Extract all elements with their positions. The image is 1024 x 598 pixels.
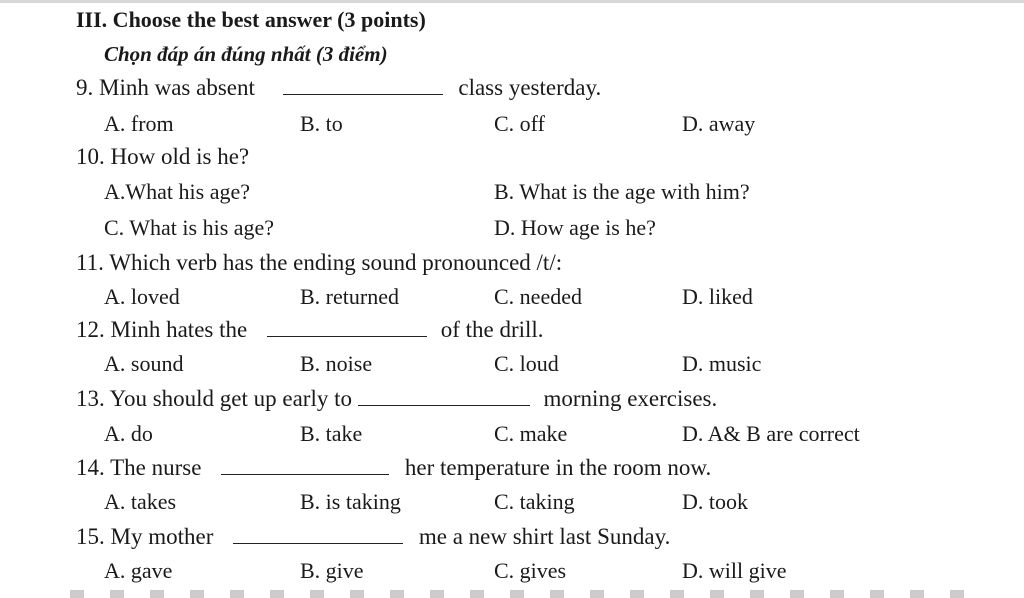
- option-9d: D. away: [682, 111, 756, 136]
- option-13d: D. A& B are correct: [682, 421, 860, 446]
- option-10c: C. What is his age?: [104, 215, 275, 240]
- answer-blank: [221, 460, 389, 475]
- question-stem: 14. The nurse: [76, 455, 202, 480]
- option-13c: C. make: [494, 421, 568, 446]
- option-9b: B. to: [300, 111, 343, 136]
- option-14a: A. takes: [104, 489, 177, 514]
- question-stem: 9. Minh was absent: [76, 75, 255, 100]
- question-stem: 12. Minh hates the: [76, 317, 248, 342]
- option-12b: B. noise: [300, 351, 373, 376]
- cut-off-text-line: [70, 590, 970, 598]
- option-11d: D. liked: [682, 284, 753, 309]
- option-12c: C. loud: [494, 351, 559, 376]
- section-subtitle: Chọn đáp án đúng nhất (3 điểm): [104, 42, 388, 66]
- option-15c: C. gives: [494, 558, 567, 583]
- question-14: [76, 454, 711, 482]
- option-11a: A. loved: [104, 284, 180, 309]
- option-13a: A. do: [104, 421, 153, 446]
- question-stem-end: morning exercises.: [543, 386, 718, 411]
- question-stem: 11. Which verb has the ending sound pronounced /t/:: [76, 250, 563, 275]
- question-stem: 10. How old is he?: [76, 144, 250, 169]
- option-10d: D. How age is he?: [494, 215, 656, 240]
- option-12a: A. sound: [104, 351, 184, 376]
- question-13: [76, 385, 717, 413]
- question-stem-end: me a new shirt last Sunday.: [418, 524, 671, 549]
- option-9c: C. off: [494, 111, 545, 136]
- option-12d: D. music: [682, 351, 762, 376]
- question-15: [76, 523, 670, 551]
- option-15d: D. will give: [682, 558, 787, 583]
- question-stem-end: of the drill.: [440, 317, 544, 342]
- question-10: [76, 143, 249, 171]
- question-stem-end: class yesterday.: [458, 75, 602, 100]
- option-14b: B. is taking: [300, 489, 401, 514]
- option-11c: C. needed: [494, 284, 582, 309]
- answer-blank: [233, 529, 403, 544]
- page-edge: [0, 0, 1024, 3]
- option-13b: B. take: [300, 421, 363, 446]
- answer-blank: [358, 391, 530, 406]
- question-12: [76, 316, 544, 344]
- section-title: III. Choose the best answer (3 points): [76, 7, 426, 32]
- option-11b: B. returned: [300, 284, 399, 309]
- option-15b: B. give: [300, 558, 364, 583]
- option-9a: A. from: [104, 111, 174, 136]
- question-stem: 15. My mother: [76, 524, 214, 549]
- answer-blank: [283, 80, 443, 95]
- question-stem: 13. You should get up early to: [76, 386, 352, 411]
- question-stem-end: her temperature in the room now.: [404, 455, 712, 480]
- question-9: [76, 74, 601, 102]
- option-14c: C. taking: [494, 489, 575, 514]
- option-10a: A.What his age?: [104, 179, 250, 204]
- option-14d: D. took: [682, 489, 748, 514]
- option-15a: A. gave: [104, 558, 173, 583]
- option-10b: B. What is the age with him?: [494, 179, 750, 204]
- answer-blank: [267, 322, 427, 337]
- question-11: [76, 249, 562, 277]
